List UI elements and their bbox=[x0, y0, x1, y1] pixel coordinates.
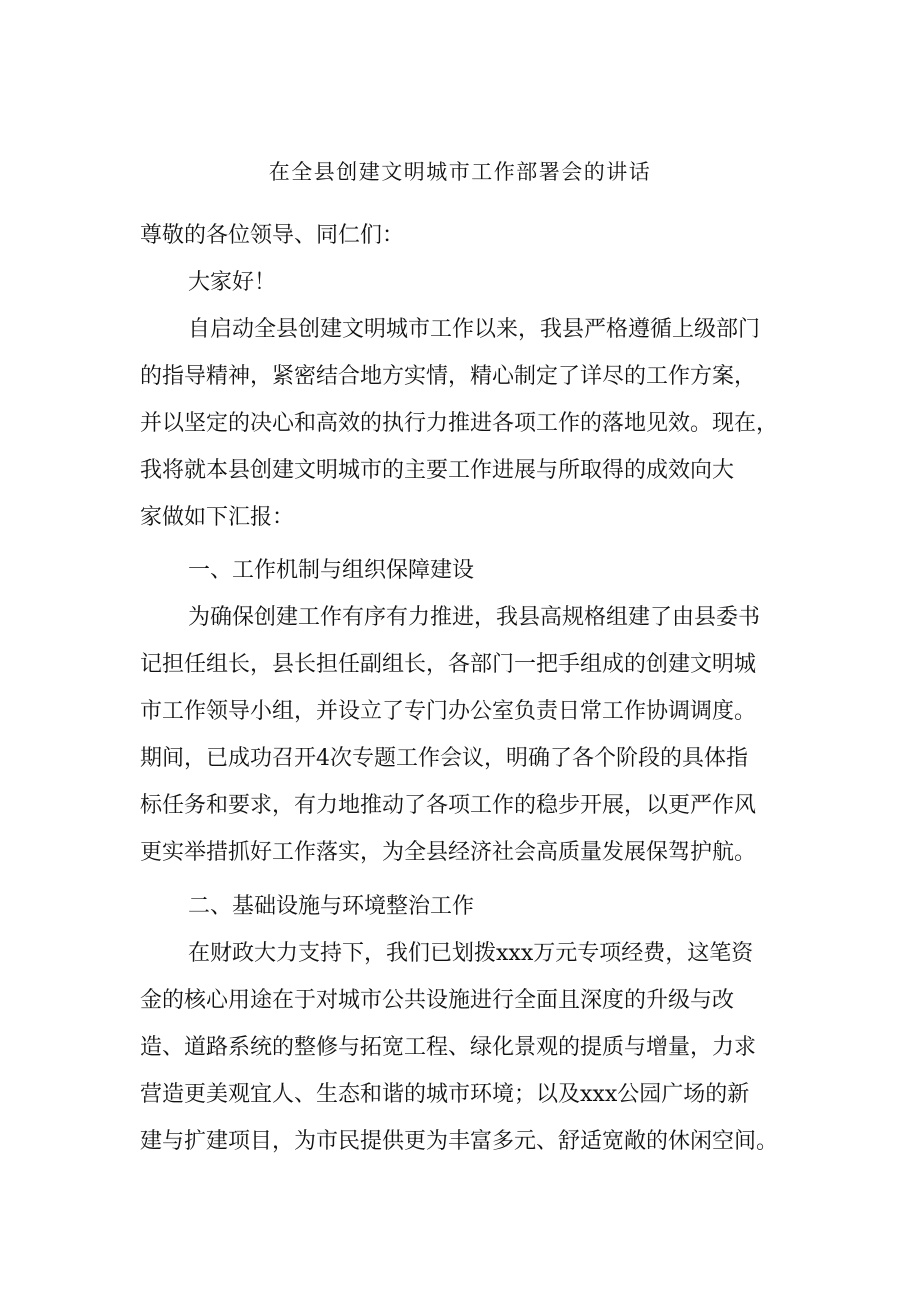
section1-line-3: 市工作领导小组，并设立了专门办公室负责日常工作协调调度。 bbox=[140, 699, 757, 724]
intro-line-5: 家做如下汇报： bbox=[140, 505, 295, 530]
section1-line-4: 期间，已成功召开4次专题工作会议，明确了各个阶段的具体指 bbox=[140, 746, 748, 771]
section1-heading: 一、工作机制与组织保障建设 bbox=[188, 558, 475, 583]
intro-line-1: 自启动全县创建文明城市工作以来，我县严格遵循上级部门 bbox=[188, 317, 761, 342]
section1-line-6: 更实举措抓好工作落实，为全县经济社会高质量发展保驾护航。 bbox=[140, 840, 757, 865]
greeting: 大家好！ bbox=[188, 270, 277, 295]
intro-line-2: 的指导精神，紧密结合地方实情，精心制定了详尽的工作方案， bbox=[140, 364, 757, 389]
document-title: 在全县创建文明城市工作部署会的讲话 bbox=[268, 160, 652, 184]
section2-line-3: 造、道路系统的整修与拓宽工程、绿化景观的提质与增量，力求 bbox=[140, 1035, 757, 1060]
section1-line-5: 标任务和要求，有力地推动了各项工作的稳步开展，以更严作风 bbox=[140, 793, 757, 818]
section2-line-5: 建与扩建项目，为市民提供更为丰富多元、舒适宽敞的休闲空间。 bbox=[140, 1129, 779, 1154]
section2-heading: 二、基础设施与环境整治工作 bbox=[188, 894, 475, 919]
salutation: 尊敬的各位领导、同仁们： bbox=[140, 223, 405, 248]
intro-line-3: 并以坚定的决心和高效的执行力推进各项工作的落地见效。现在， bbox=[140, 411, 779, 436]
section2-line-4: 营造更美观宜人、生态和谐的城市环境；以及xxx公园广场的新 bbox=[140, 1082, 750, 1107]
section1-line-2: 记担任组长，县长担任副组长，各部门一把手组成的创建文明城 bbox=[140, 652, 757, 677]
section2-line-2: 金的核心用途在于对城市公共设施进行全面且深度的升级与改 bbox=[140, 988, 735, 1013]
section1-line-1: 为确保创建工作有序有力推进，我县高规格组建了由县委书 bbox=[188, 605, 761, 630]
intro-line-4: 我将就本县创建文明城市的主要工作进展与所取得的成效向大 bbox=[140, 458, 735, 483]
section2-line-1: 在财政大力支持下，我们已划拨xxx万元专项经费，这笔资 bbox=[188, 941, 754, 966]
